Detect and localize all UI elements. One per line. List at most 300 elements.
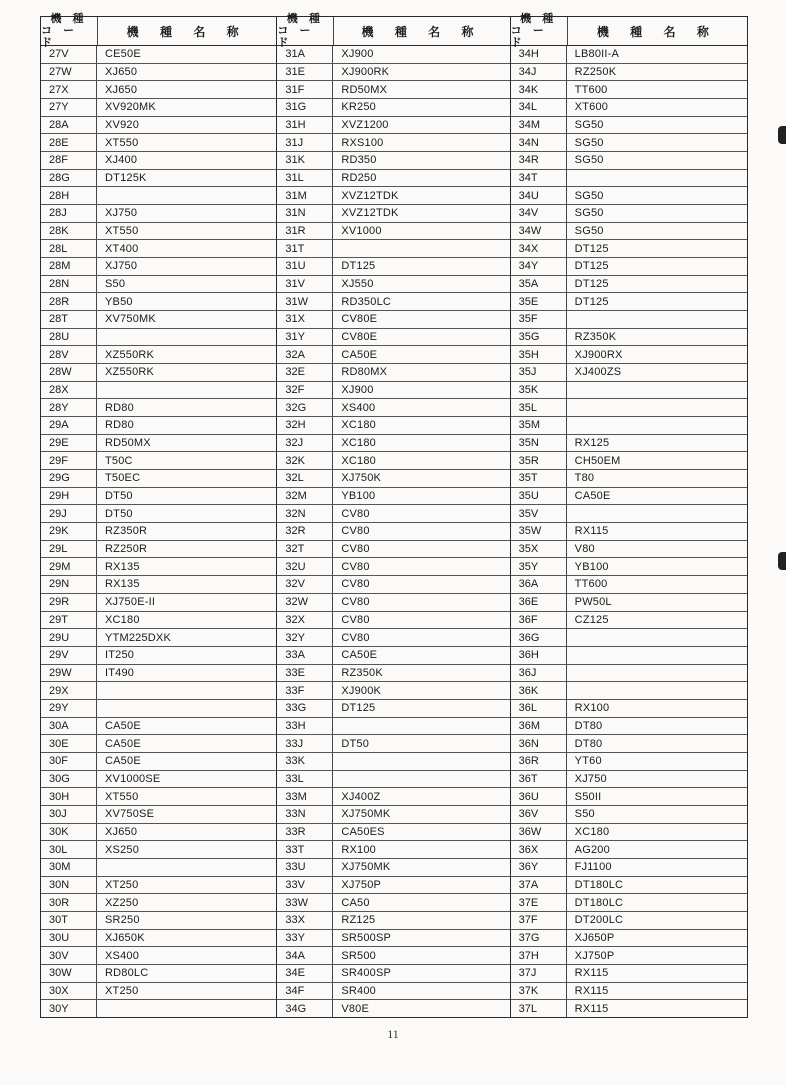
model-name-cell: XJ900K [341,684,382,697]
model-name-cell: RX125 [574,437,610,450]
model-name-cell: V80 [574,543,595,556]
table-row [277,276,509,294]
table-row [277,824,509,842]
table-row [511,470,747,488]
model-code-cell: 30N [41,877,97,894]
table-row [511,824,747,842]
table-row [41,276,276,294]
model-code-cell: 32R [277,523,333,540]
model-code-cell: 27W [41,64,97,81]
model-name-cell: SR500SP [341,931,392,944]
model-code-cell: 33F [277,682,333,699]
model-code-cell: 36T [511,771,567,788]
model-code-cell: 29A [41,417,97,434]
model-code-cell: 35Y [511,558,567,575]
table-row [511,859,747,877]
model-code-cell: 30E [41,735,97,752]
model-code-cell: 30W [41,965,97,982]
model-code-cell: 33Y [277,930,333,947]
model-code-cell: 31N [277,205,333,222]
table-row [511,505,747,523]
model-name-cell: S50II [574,790,602,803]
model-code-cell: 30V [41,947,97,964]
table-row [277,629,509,647]
table-row [511,558,747,576]
table-row [41,806,276,824]
model-name-cell: XC180 [105,613,140,626]
model-code-cell: 35L [511,399,567,416]
model-name-cell: SR400SP [341,967,392,980]
model-code-cell: 28V [41,346,97,363]
model-code-cell: 31E [277,64,333,81]
model-name-cell: YB50 [105,295,133,308]
table-row [511,452,747,470]
table-row [511,594,747,612]
model-name-cell: KR250 [341,101,376,114]
table-row [511,682,747,700]
model-code-cell: 35K [511,382,567,399]
model-code-cell: 32G [277,399,333,416]
model-name-cell: RD80LC [105,967,149,980]
model-code-cell: 36N [511,735,567,752]
table-row [511,240,747,258]
table-row [41,877,276,895]
model-code-cell: 27X [41,81,97,98]
model-name-cell: DT50 [105,507,133,520]
model-code-cell: 31L [277,170,333,187]
model-code-cell: 30K [41,824,97,841]
model-name-cell: SR500 [341,949,376,962]
table-row [277,417,509,435]
table-row [41,1000,276,1017]
model-code-cell: 36L [511,700,567,717]
model-code-cell: 33E [277,665,333,682]
model-code-table [40,13,748,1018]
table-row [511,346,747,364]
model-code-cell: 32X [277,612,333,629]
table-row [511,258,747,276]
table-row [277,718,509,736]
code-header-top: 機 種 [520,13,558,25]
table-row [511,152,747,170]
table-block-3 [510,13,747,1017]
table-row [41,753,276,771]
model-code-cell: 37J [511,965,567,982]
table-row [41,541,276,559]
model-code-cell: 36X [511,841,567,858]
model-code-cell: 31F [277,81,333,98]
table-row [41,452,276,470]
model-name-cell: DT125 [341,260,376,273]
model-code-cell: 33K [277,753,333,770]
model-code-cell: 32N [277,505,333,522]
table-row [511,753,747,771]
model-name-cell: RX115 [574,967,609,980]
table-row [41,64,276,82]
model-name-cell: CV80 [341,578,370,591]
model-code-cell: 32K [277,452,333,469]
model-code-cell: 35J [511,364,567,381]
model-code-cell: 35R [511,452,567,469]
model-code-cell: 35H [511,346,567,363]
model-code-cell: 33R [277,824,333,841]
model-code-cell: 35T [511,470,567,487]
model-code-cell: 35F [511,311,567,328]
model-name-cell: SG50 [574,225,604,238]
table-row [511,541,747,559]
model-name-cell: XZ550RK [105,348,155,361]
table-row [277,435,509,453]
table-row [511,81,747,99]
model-name-cell: V80E [341,1002,370,1015]
model-code-cell: 29T [41,612,97,629]
model-name-cell: XVZ1200 [341,119,389,132]
model-name-cell: DT125 [341,702,376,715]
table-row [41,859,276,877]
model-code-cell: 31G [277,99,333,116]
model-code-cell: 31V [277,276,333,293]
table-row [277,470,509,488]
table-row [277,152,509,170]
model-code-cell: 33N [277,806,333,823]
model-code-cell: 28U [41,329,97,346]
model-code-cell: 37K [511,983,567,1000]
table-row [41,894,276,912]
model-code-cell: 34J [511,64,567,81]
model-code-cell: 36E [511,594,567,611]
table-row [511,1000,747,1017]
model-name-cell: CA50E [341,348,378,361]
table-row [41,364,276,382]
model-code-cell: 29L [41,541,97,558]
model-code-cell: 29K [41,523,97,540]
binding-mark [778,552,786,570]
table-row [41,983,276,1001]
table-row [511,983,747,1001]
table-row [277,81,509,99]
name-column-header: 機 種 名 称 [596,24,718,39]
model-name-cell: DT80 [574,737,603,750]
table-row [511,46,747,64]
model-name-cell: RXS100 [341,136,384,149]
table-row [41,134,276,152]
table-row [511,930,747,948]
table-row [277,947,509,965]
model-name-cell [97,329,276,346]
model-code-cell: 30G [41,771,97,788]
model-name-cell: PW50L [574,596,612,609]
model-code-cell: 29V [41,647,97,664]
table-row [41,81,276,99]
model-code-cell: 30J [41,806,97,823]
table-row [41,612,276,630]
table-row [41,947,276,965]
model-name-cell: SR250 [105,914,140,927]
model-name-cell: DT125 [574,260,609,273]
table-row [511,64,747,82]
model-name-cell [567,665,747,682]
model-code-cell: 29U [41,629,97,646]
model-name-cell: DT200LC [574,914,624,927]
model-name-cell: TT600 [574,83,608,96]
model-name-cell: CA50E [105,755,141,768]
table-row [41,329,276,347]
table-row [41,523,276,541]
model-name-cell: CV80E [341,313,378,326]
table-header [510,13,747,49]
table-row [511,488,747,506]
model-name-cell: DT180LC [574,878,624,891]
table-header [41,13,276,49]
model-name-cell [567,682,747,699]
model-code-cell: 29W [41,665,97,682]
table-block-2 [276,13,509,1017]
model-name-cell: SG50 [574,154,604,167]
model-code-cell: 30Y [41,1000,97,1017]
table-row [277,594,509,612]
table-row [277,877,509,895]
model-name-cell: CA50E [574,490,611,503]
table-row [277,223,509,241]
model-name-cell: RX135 [105,578,140,591]
table-row [41,223,276,241]
model-code-cell: 33T [277,841,333,858]
model-name-cell: XJ750P [574,949,615,962]
model-name-cell: XJ400 [105,154,138,167]
table-row [277,452,509,470]
model-name-cell: XV1000SE [105,772,161,785]
table-row [277,788,509,806]
model-code-cell: 35A [511,276,567,293]
table-row [41,488,276,506]
model-code-cell: 28W [41,364,97,381]
model-name-cell: RD350 [341,154,377,167]
model-name-cell: DT125 [574,242,609,255]
model-name-cell [333,753,509,770]
code-header-top: 機 種 [286,13,324,25]
table-row [277,505,509,523]
model-code-cell: 35U [511,488,567,505]
table-row [277,930,509,948]
model-code-cell: 33X [277,912,333,929]
model-name-cell: S50 [105,278,126,291]
model-code-cell: 28L [41,240,97,257]
model-code-cell: 34T [511,170,567,187]
table-row [277,46,509,64]
model-name-cell: XT550 [105,790,139,803]
table-row [277,293,509,311]
model-name-cell: XV920MK [105,101,156,114]
model-name-cell: XV750SE [105,808,155,821]
model-code-cell: 34G [277,1000,333,1017]
table-row [41,788,276,806]
model-code-cell: 29J [41,505,97,522]
table-row [511,117,747,135]
model-code-cell: 27V [41,46,97,63]
model-code-cell: 33M [277,788,333,805]
model-code-cell: 30H [41,788,97,805]
model-name-cell: RX135 [105,560,140,573]
model-code-cell: 32A [277,346,333,363]
model-name-cell: RZ350R [105,525,148,538]
table-row [277,859,509,877]
model-name-cell: XV1000 [341,225,382,238]
model-name-cell: XC180 [574,825,610,838]
model-code-cell: 34F [277,983,333,1000]
model-code-cell: 37G [511,930,567,947]
model-name-cell: IT250 [105,649,135,662]
model-name-cell: XJ650 [105,66,138,78]
model-name-cell: CV80 [341,543,370,556]
model-code-cell: 31A [277,46,333,63]
model-code-cell: 33H [277,718,333,735]
model-name-cell: CV80 [341,631,370,644]
model-name-cell: XJ400ZS [574,366,622,379]
table-row [511,877,747,895]
table-row [511,134,747,152]
table-row [41,470,276,488]
model-code-cell: 34U [511,187,567,204]
model-code-cell: 32T [277,541,333,558]
model-name-cell: XS400 [105,949,140,962]
model-code-cell: 34V [511,205,567,222]
model-name-cell: XS400 [341,401,376,414]
model-code-cell: 35E [511,293,567,310]
table-row [511,965,747,983]
table-row [41,700,276,718]
model-code-cell: 28N [41,276,97,293]
model-name-cell: XJ750P [341,878,382,891]
model-code-cell: 29X [41,682,97,699]
model-code-cell: 33U [277,859,333,876]
model-code-cell: 28F [41,152,97,169]
model-name-cell [567,399,747,416]
model-code-cell: 32V [277,576,333,593]
model-name-cell: XJ900 [341,384,374,397]
model-name-cell: XVZ12TDK [341,207,399,220]
model-name-cell: XJ900 [341,48,374,61]
model-code-cell: 34A [277,947,333,964]
model-name-cell: XT400 [105,242,139,255]
name-column-header: 機 種 名 称 [361,24,483,39]
table-row [277,64,509,82]
model-code-cell: 29R [41,594,97,611]
model-name-cell: RZ350K [574,331,617,344]
model-code-cell: 32U [277,558,333,575]
model-code-cell: 31K [277,152,333,169]
table-row [511,647,747,665]
model-code-cell: 30M [41,859,97,876]
table-row [41,841,276,859]
model-code-cell: 30R [41,894,97,911]
model-name-cell: CA50 [341,896,370,909]
code-column-header [277,13,334,49]
model-name-cell: CA50E [341,649,378,662]
model-name-cell: AG200 [574,843,610,856]
model-code-cell: 36R [511,753,567,770]
table-row [511,576,747,594]
table-row [277,1000,509,1017]
model-name-cell: CV80 [341,613,370,626]
model-code-cell: 37H [511,947,567,964]
table-row [41,912,276,930]
model-code-cell: 34M [511,117,567,134]
table-row [511,382,747,400]
model-code-cell: 34L [511,99,567,116]
model-code-cell: 28K [41,223,97,240]
table-row [277,382,509,400]
table-row [41,629,276,647]
model-name-cell: DT125 [574,295,609,308]
model-code-cell: 36H [511,647,567,664]
model-name-cell: RX100 [574,702,610,715]
table-row [41,594,276,612]
table-row [511,841,747,859]
table-row [277,576,509,594]
model-name-cell: RX115 [574,525,609,538]
model-code-cell: 28M [41,258,97,275]
table-row [277,240,509,258]
model-code-cell: 31R [277,223,333,240]
model-name-cell: XJ550 [341,278,374,291]
table-row [511,665,747,683]
table-row [277,258,509,276]
model-code-cell: 37F [511,912,567,929]
model-code-cell: 28G [41,170,97,187]
table-row [277,134,509,152]
model-name-cell: CA50E [105,737,141,750]
model-code-cell: 29G [41,470,97,487]
model-name-cell: RX115 [574,1002,609,1015]
model-name-cell: XJ900RK [341,66,390,78]
table-row [511,311,747,329]
model-code-cell: 36M [511,718,567,735]
model-code-cell: 31J [277,134,333,151]
model-name-cell: RD50MX [341,83,388,96]
model-name-cell [567,311,747,328]
model-code-cell: 32Y [277,629,333,646]
table-row [277,170,509,188]
model-name-cell [97,859,276,876]
table-row [41,46,276,64]
table-row [41,435,276,453]
table-row [41,665,276,683]
model-name-cell: XT250 [105,984,139,997]
model-name-cell: T50EC [105,472,141,485]
model-name-cell: SR400 [341,984,376,997]
model-code-cell: 34R [511,152,567,169]
table-row [277,541,509,559]
model-code-cell: 36J [511,665,567,682]
model-code-cell: 28J [41,205,97,222]
table-row [511,700,747,718]
table-row [277,965,509,983]
model-code-cell: 35X [511,541,567,558]
model-name-cell: CH50EM [574,454,621,467]
table-row [511,806,747,824]
model-name-cell: RZ250K [574,66,617,78]
table-row [41,576,276,594]
table-row [41,399,276,417]
model-code-cell: 36W [511,824,567,841]
model-code-cell: 32M [277,488,333,505]
table-row [511,329,747,347]
model-name-cell: DT125 [574,278,609,291]
model-code-cell: 29M [41,558,97,575]
model-name-cell: CV80 [341,525,370,538]
table-row [277,488,509,506]
model-name-cell: RZ125 [341,914,376,927]
